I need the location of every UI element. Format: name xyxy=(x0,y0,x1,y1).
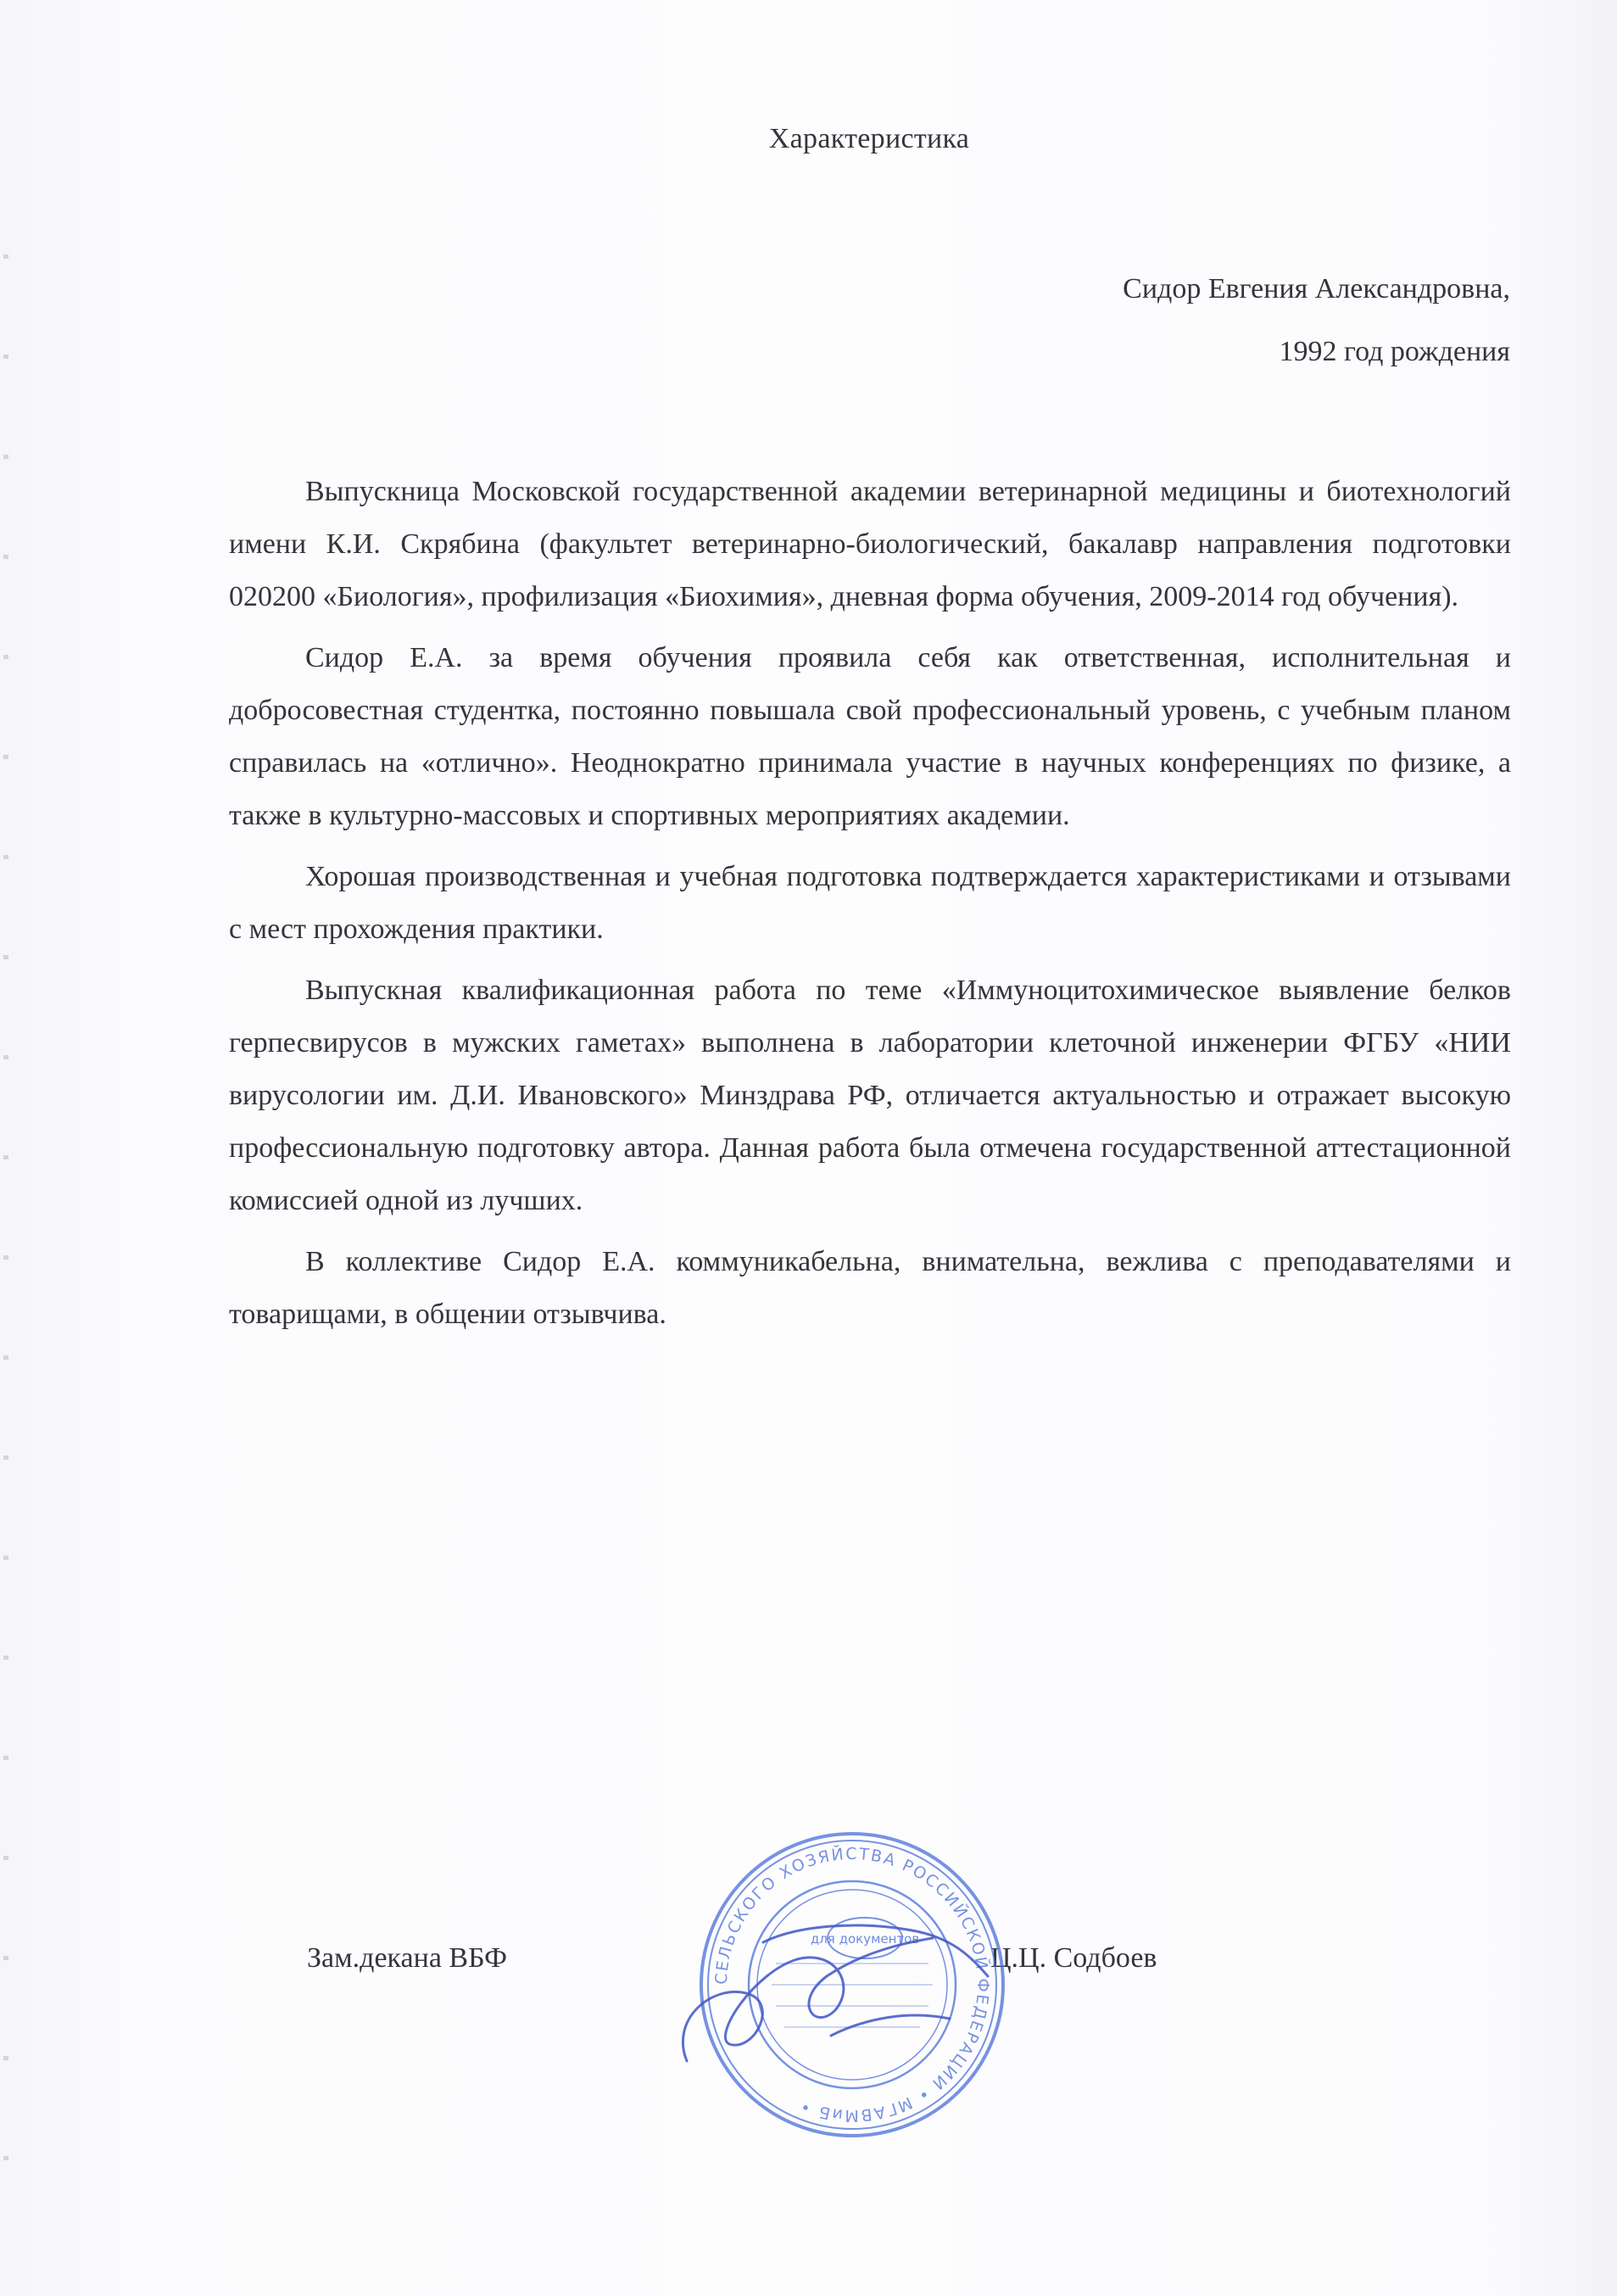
paragraph-character: В коллективе Сидор Е.А. коммуникабельна, внимательна, вежлива с преподавателями и товарищами, в общении отзывчива. xyxy=(229,1246,1511,1330)
paragraph-education: Выпускница Московской государственной академии ветеринарной медицины и биотехнологий имени К.И. Скрябина (факультет ветеринарно-биологический, бакалавр направления подготовки 020200 «Биология», профилизация «Биохимия», дневная форма обучения, 2009-2014 год обучения). xyxy=(229,476,1511,612)
paragraph-performance: Сидор Е.А. за время обучения проявила себя как ответственная, исполнительная и добросовестная студентка, постоянно повышала свой профессиональный уровень, с учебным планом справилась на «отлично». Неоднократно принимала участие в научных конференциях по физике, а также в культурно-массовых и спортивных мероприятиях академии. xyxy=(229,642,1511,831)
document-body xyxy=(229,466,1511,1349)
stamp-center-text: для документов xyxy=(810,1931,920,1947)
person-name: Сидор Евгения Александровна, xyxy=(1123,273,1510,304)
document-title: Характеристика xyxy=(768,123,970,154)
stamp-ring-text: СЕЛЬСКОГО ХОЗЯЙСТВА РОССИЙСКОЙ ФЕДЕРАЦИИ • МГАВМиБ • xyxy=(711,1844,993,2126)
birth-year: 1992 год рождения xyxy=(1279,336,1510,367)
paragraph-thesis: Выпускная квалификационная работа по теме «Иммуноцитохимическое выявление белков герпесвирусов в мужских гаметах» выполнена в лаборатории клеточной инженерии ФГБУ «НИИ вирусологии им. Д.И. Ивановского» Минздрава РФ, отличается актуальностью и отражает высокую профессиональную подготовку автора. Данная работа была отмечена государственной аттестационной комиссией одной из лучших. xyxy=(229,975,1511,1216)
binder-hole-marks xyxy=(3,254,8,2205)
signer-title: Зам.декана ВБФ xyxy=(307,1942,507,1974)
handwritten-signature xyxy=(653,1891,1009,2095)
paragraph-practice: Хорошая производственная и учебная подготовка подтверждается характеристиками и отзывами с мест прохождения практики. xyxy=(229,861,1511,945)
signer-name: Ц.Ц. Содбоев xyxy=(990,1942,1157,1974)
